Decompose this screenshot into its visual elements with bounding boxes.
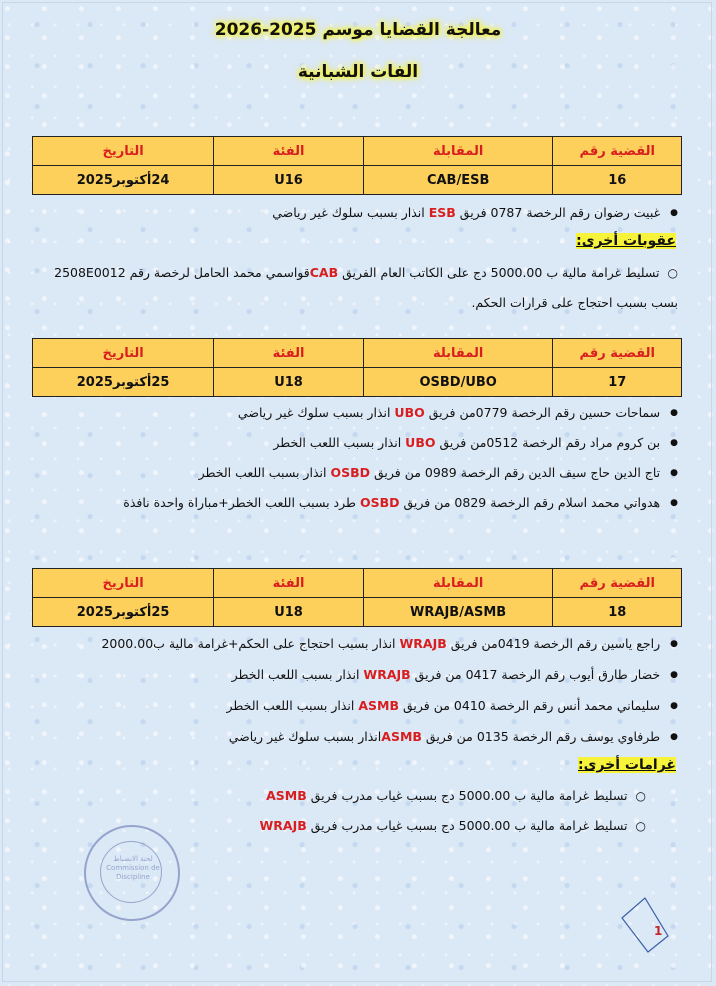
commission-stamp [84, 825, 180, 921]
header-case-number: القضية رقم [553, 569, 682, 598]
header-category: الفئة [214, 339, 364, 368]
sanction-item: ● خضار طارق أيوب رقم الرخصة 0417 من فريق WRAJB انذار بسبب اللعب الخطر [232, 667, 678, 682]
case-table-header [33, 569, 682, 598]
case-table-header [33, 137, 682, 166]
sanction-item: ● سماحات حسين رقم الرخصة 0779من فريق UBO انذار بسبب سلوك غير رياضي [238, 405, 678, 420]
sanction-item: ● هدواتي محمد اسلام رقم الرخصة 0829 من فريق OSBD طرد بسبب اللعب الخطر+مباراة واحدة نافذة [123, 495, 678, 510]
case-table-row [33, 598, 682, 627]
case-table-17 [32, 338, 682, 397]
other-sanction-item: ○ تسليط غرامة مالية ب 5000.00 دج على الكاتب العام الفريق CABقواسمي محمد الحامل لرخصة رقم 2508E0012 بسب بسبب احتجاج على قرارات الحكم. [48, 258, 678, 318]
header-category: الفئة [214, 137, 364, 166]
header-match: المقابلة [363, 137, 553, 166]
case-date: 25أكتوبر2025 [33, 598, 214, 627]
fine-item: ○ تسليط غرامة مالية ب 5000.00 دج بسبب غياب مدرب فريق WRAJB [260, 818, 647, 833]
case-category: U16 [214, 166, 364, 195]
case-match: WRAJB/ASMB [363, 598, 553, 627]
page-number: 1 [654, 924, 663, 938]
case-number: 18 [553, 598, 682, 627]
header-case-number: القضية رقم [553, 339, 682, 368]
case-match: OSBD/UBO [363, 368, 553, 397]
header-date: التاريخ [33, 339, 214, 368]
case-category: U18 [214, 368, 364, 397]
header-match: المقابلة [363, 569, 553, 598]
header-category: الفئة [214, 569, 364, 598]
sanction-item: ● تاج الدين حاج سيف الدين رقم الرخصة 0989 من فريق OSBD انذار بسبب اللعب الخطر [199, 465, 678, 480]
case-table-18 [32, 568, 682, 627]
fine-item: ○ تسليط غرامة مالية ب 5000.00 دج بسبب غياب مدرب فريق ASMB [266, 788, 646, 803]
case-number: 17 [553, 368, 682, 397]
other-sanctions-heading: عقوبات أخرى: [576, 233, 676, 249]
sanction-item: ● سليماني محمد أنس رقم الرخصة 0410 من فريق ASMB انذار بسبب اللعب الخطر [227, 698, 678, 713]
case-table-row [33, 368, 682, 397]
sanction-item: ● غبيت رضوان رقم الرخصة 0787 فريق ESB انذار بسبب سلوك غير رياضي [272, 205, 678, 220]
sanction-item: ● طرفاوي يوسف رقم الرخصة 0135 من فريق ASMBانذار بسبب سلوك غير رياضي [229, 729, 678, 744]
case-table-header [33, 339, 682, 368]
page-title: معالجة القضايا موسم 2025-2026 [214, 20, 502, 40]
case-table-16 [32, 136, 682, 195]
case-table-row [33, 166, 682, 195]
page-subtitle: الفات الشبانية [297, 62, 419, 82]
header-date: التاريخ [33, 137, 214, 166]
page-number-badge [620, 896, 670, 954]
sanction-item: ● راجع ياسين رقم الرخصة 0419من فريق WRAJB انذار بسبب احتجاج على الحكم+غرامة مالية ب2000.00 [101, 636, 678, 651]
case-category: U18 [214, 598, 364, 627]
other-fines-heading: غرامات أخرى: [578, 757, 676, 773]
case-number: 16 [553, 166, 682, 195]
sanction-item: ● بن كروم مراد رقم الرخصة 0512من فريق UBO انذار بسبب اللعب الخطر [273, 435, 678, 450]
header-case-number: القضية رقم [553, 137, 682, 166]
header-date: التاريخ [33, 569, 214, 598]
case-match: CAB/ESB [363, 166, 553, 195]
stamp-text: لجنة الانضباط Commission de Discipline [106, 855, 160, 881]
header-match: المقابلة [363, 339, 553, 368]
case-date: 24أكتوبر2025 [33, 166, 214, 195]
case-date: 25أكتوبر2025 [33, 368, 214, 397]
